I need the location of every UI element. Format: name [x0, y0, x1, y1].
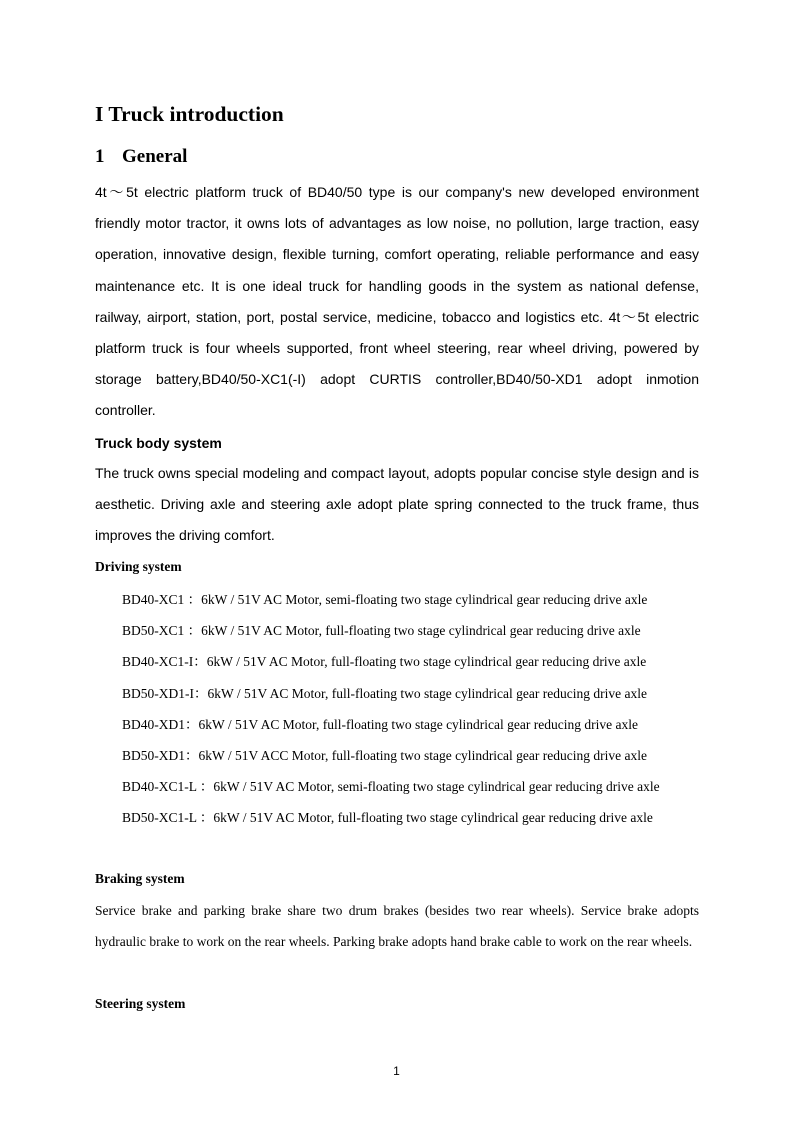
list-item: BD40-XD1：6kW / 51V AC Motor, full-floating two stage cylindrical gear reducing drive axle [122, 716, 638, 732]
section-number: 1 [95, 146, 105, 167]
list-item: BD40-XC1 ：6kW / 51V AC Motor, semi-floating two stage cylindrical gear reducing drive axle [122, 592, 648, 607]
list-item: BD50-XC1-L ：6kW / 51V AC Motor, full-floating two stage cylindrical gear reducing drive axle [122, 810, 653, 826]
page-number: 1 [393, 1064, 400, 1078]
intro-paragraph: 4t～5t electric platform truck of BD40/50 type is our company's new developed environment friendly motor tractor, it owns lots of advantages as low noise, no pollution, large traction, easy operation, innovative design, flexible turning, comfort operating, reliable performance and easy maintenance etc. It is one ideal truck for handling goods in the system as national defense, railway, airport, station, port, postal service, medicine, tobacco and logistics etc. 4t～5t electric platform truck is four wheels supported, front wheel steering, rear wheel driving, powered by storage battery,BD40/50-XC1(-I) adopt CURTIS controller,BD40/50-XD1 adopt inmotion controller. [95, 184, 699, 419]
truck-body-heading: Truck body system [95, 435, 222, 451]
list-item: BD50-XD1：6kW / 51V ACC Motor, full-floating two stage cylindrical gear reducing drive axle [122, 748, 647, 764]
chapter-title: I Truck introduction [95, 102, 284, 126]
list-item: BD40-XC1-I：6kW / 51V AC Motor, full-floating two stage cylindrical gear reducing drive axle [122, 654, 647, 670]
braking-system-heading: Braking system [95, 871, 185, 886]
section-heading [95, 146, 187, 168]
driving-system-heading: Driving system [95, 559, 182, 574]
driving-system-list [122, 584, 722, 834]
braking-system-paragraph: Service brake and parking brake share two drum brakes (besides two rear wheels). Service brake adopts hydraulic brake to work on the rear wheels. Parking brake adopts hand brake cable to work on the rear wheels. [95, 903, 699, 950]
list-item: BD50-XC1 ：6kW / 51V AC Motor, full-floating two stage cylindrical gear reducing drive axle [122, 623, 641, 639]
truck-body-paragraph: The truck owns special modeling and compact layout, adopts popular concise style design and is aesthetic. Driving axle and steering axle adopt plate spring connected to the truck frame, thus improves the driving comfort. [95, 465, 699, 544]
section-title: General [122, 146, 188, 167]
list-item: BD50-XD1-I：6kW / 51V AC Motor, full-floating two stage cylindrical gear reducing drive axle [122, 685, 647, 701]
list-item: BD40-XC1-L ：6kW / 51V AC Motor, semi-floating two stage cylindrical gear reducing drive axle [122, 779, 660, 795]
steering-system-heading: Steering system [95, 996, 186, 1011]
